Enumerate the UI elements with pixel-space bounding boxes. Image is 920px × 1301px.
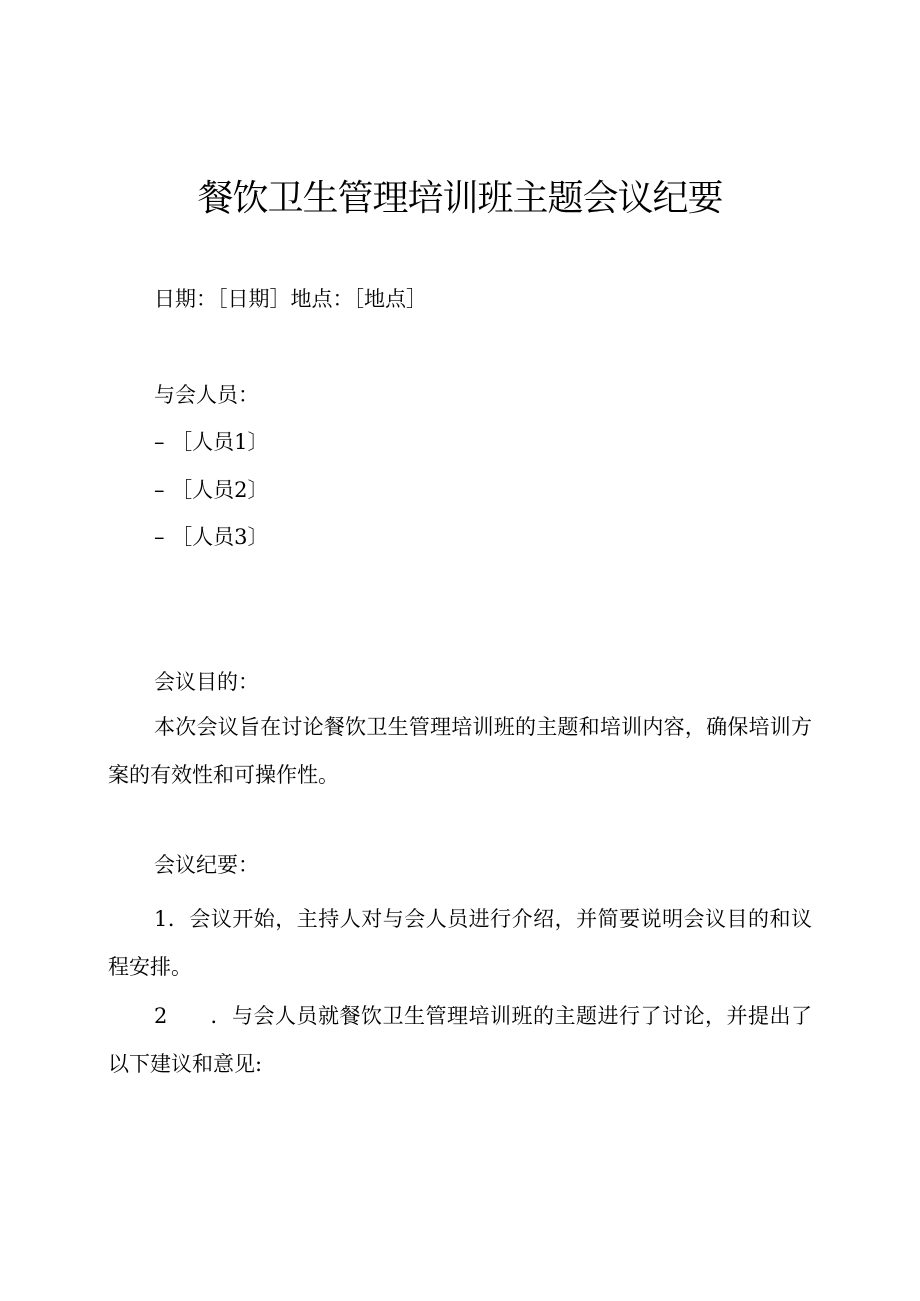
minutes-item-1: 1．会议开始，主持人对与会人员进行介绍，并简要说明会议目的和议程安排。 (108, 907, 812, 979)
minutes-item-2 (108, 992, 812, 1088)
attendee-item: – ［人员2〕 (154, 478, 269, 502)
purpose-heading: 会议目的： (154, 670, 259, 694)
attendees-heading: 与会人员： (154, 383, 259, 407)
purpose-paragraph: 本次会议旨在讨论餐饮卫生管理培训班的主题和培训内容，确保培训方案的有效性和可操作性。 (108, 715, 812, 787)
attendee-item: – ［人员3〕 (154, 525, 269, 549)
attendee-item: – ［人员1〕 (154, 430, 269, 454)
minutes-item-2-text: ．与会人员就餐饮卫生管理培训班的主题进行了讨论，并提出了以下建议和意见: (108, 1004, 812, 1076)
minutes-item-2-number: 2 (154, 1004, 168, 1028)
date-location-line: 日期：［日期］地点：［地点］ (154, 287, 427, 311)
document-title: 餐饮卫生管理培训班主题会议纪要 (197, 178, 723, 219)
minutes-heading: 会议纪要： (154, 853, 259, 877)
